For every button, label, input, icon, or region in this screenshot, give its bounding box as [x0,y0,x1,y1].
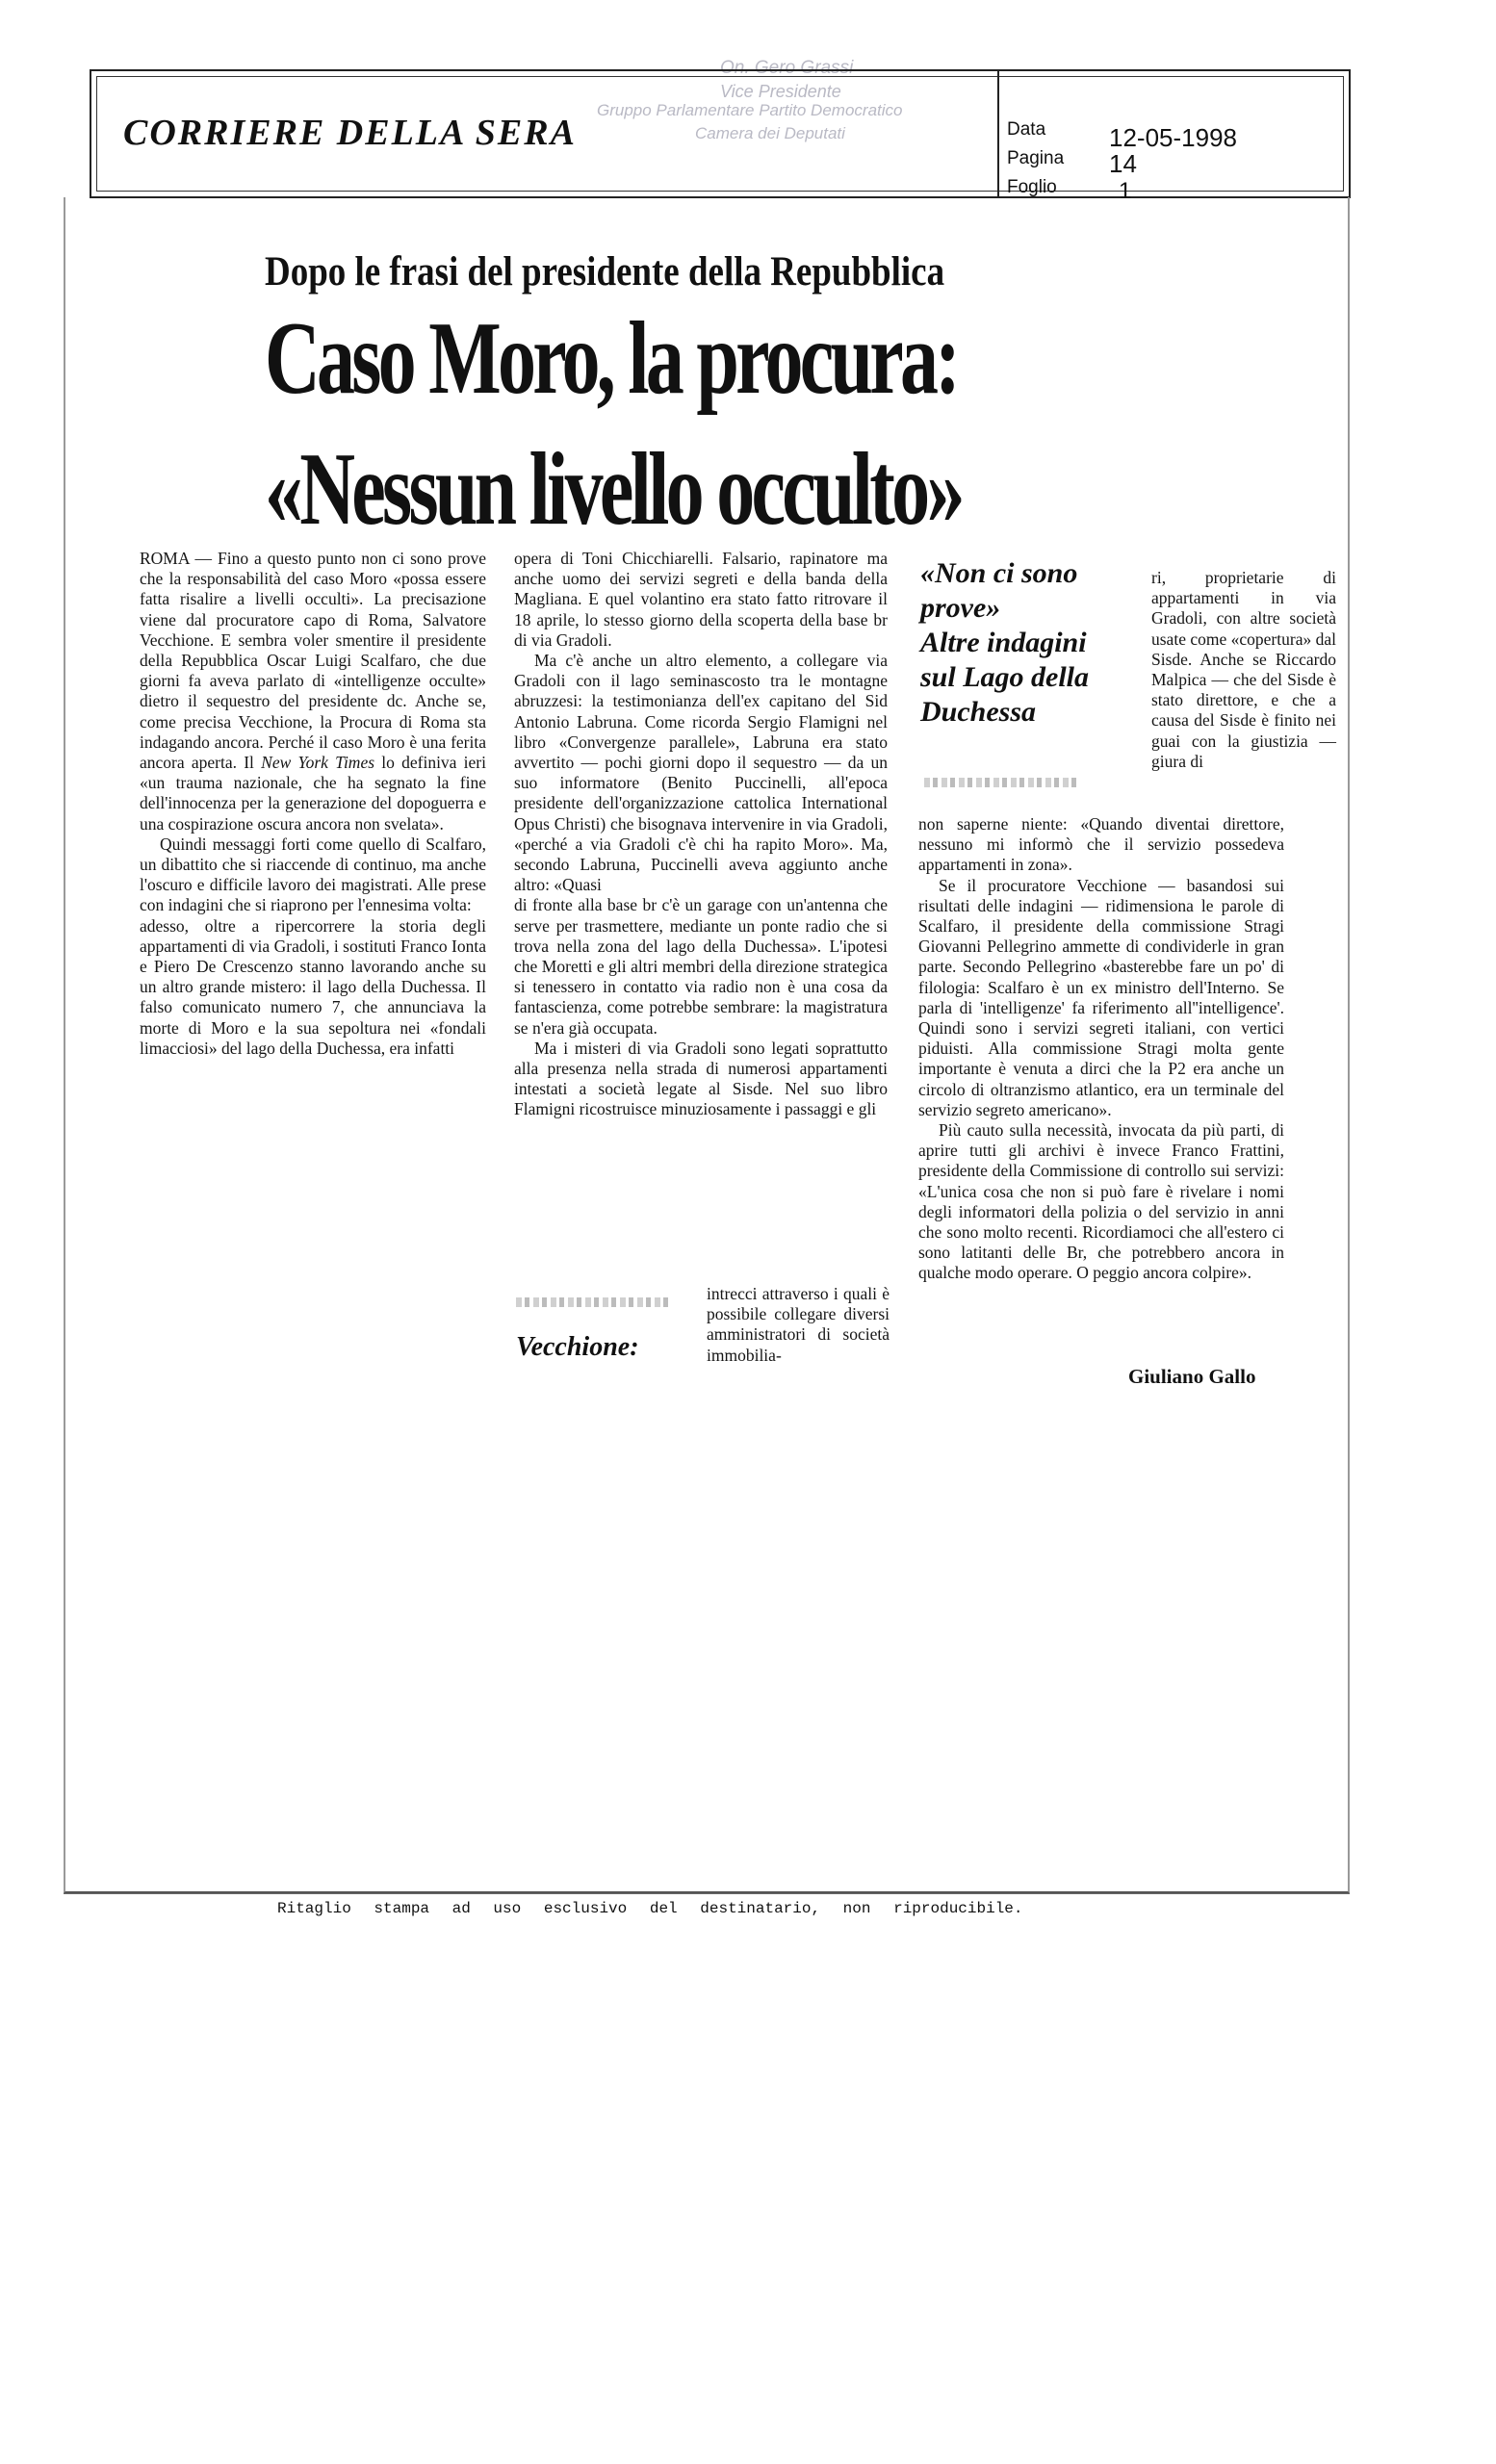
byline: Giuliano Gallo [1128,1365,1256,1388]
col3-side-heading [920,556,1132,730]
stamp-line-2: Vice Presidente [720,82,841,101]
stamp-line-1: On. Gero Grassi [720,58,854,78]
headline-line-1: Caso Moro, la procura: [265,301,958,416]
headline-line-2: «Nessun livello occulto» [265,432,962,547]
footer-rule [64,1893,1350,1895]
side-heading-line-e: Duchessa [920,696,1037,728]
side-heading-line-b: prove» [920,592,1001,624]
stamp-line-3: Gruppo Parlamentare Partito Democratico [597,101,903,119]
data-label: Data [1007,119,1046,140]
article-column-3 [918,814,1284,1284]
article-column-2 [514,549,888,1120]
col3-paragraph-3: Più cauto sulla necessità, invocata da più parti, di aprire tutti gli archivi è invece Franco Frattini, presidente della Commissione di controllo sui servizi: «L'unica cosa che non si può fare è rivelare i nomi degli informatori della polizia o del servizio in anni che sono molto recenti. Ricordiamoci che all'estero ci sono latitanti delle Br, che potrebbero ancora in qualche modo operare. O peggio ancora colpire». [918,1120,1284,1283]
data-value: 12-05-1998 [1109,123,1237,152]
article-column-1 [140,549,486,1059]
col2-side-heading: Vecchione: [516,1332,639,1362]
side-heading-line-a: «Non ci sono [920,557,1078,589]
col1-paragraph-1: ROMA — Fino a questo punto non ci sono prove che la responsabilità del caso Moro «possa essere fatta risalire a livelli occulti». La precisazione viene dal procuratore capo di Roma, Salvatore Vecchione. E sembra voler smentire il presidente della Repubblica Oscar Luigi Scalfaro, che due giorni fa aveva parlato di «intelligenze occulte» dietro il sequestro del presidente dc. Anche se, come precisa Vecchione, la Procura di Roma sta indagando ancora. Perché il caso Moro è una ferita ancora aperta. Il New York Times lo definiva ieri «un trauma nazionale, che ha segnato la fine dell'innocenza per la generazione del dopoguerra e una cospirazione oscura ancora non svelata». [140,549,486,834]
col2-paragraph-1: opera di Toni Chicchiarelli. Falsario, rapinatore ma anche uomo dei servizi segreti e della banda della Magliana. E quel volantino era stato fatto ritrovare il 18 aprile, lo stesso giorno della scoperta della base br di via Gradoli. [514,549,888,650]
col3-paragraph-1: ri, proprietarie di appartamenti in via Gradoli, con altre società usate come «copertura» dal Sisde. Anche se Riccardo Malpica — che del Sisde è stato direttore, e che a causa del Sisde è finito nei guai con la giustizia — giura di [1151,568,1336,771]
footer-notice: Ritaglio stampa ad uso esclusivo del destinatario, non riproducibile. [277,1900,1023,1917]
col2-paragraph-4: Ma i misteri di via Gradoli sono legati soprattutto alla presenza nella strada di numerosi appartamenti intestati a società legate al Sisde. Nel suo libro Flamigni ricostruisce minuziosamente i passaggi e gli [514,1038,888,1119]
col1-paragraph-2: Quindi messaggi forti come quello di Scalfaro, un dibattito che si riaccende di continuo, ma anche l'oscuro e difficile lavoro dei magistrati. Alle prese con indagini che si riaprono per l'ennesima volta: [140,834,486,915]
foglio-value: 1 [1119,178,1132,204]
stamp-line-4: Camera dei Deputati [695,124,845,142]
col2-smudge [516,1297,670,1307]
col2-paragraph-2: Ma c'è anche un altro elemento, a collegare via Gradoli con il lago seminascosto tra le montagne abruzzesi: la testimonianza dell'ex capitano del Sid Antonio Labruna. Come ricorda Sergio Flamigni nel libro «Convergenze parallele», Labruna era stato avvertito — pochi giorni dopo il sequestro — da un suo informatore (Benito Puccinelli, all'epoca presidente dell'organizzazione cattolica International Opus Christi) che bisognava intervenire in via Gradoli, «perché a via Gradoli c'è chi ha rapito Moro». Ma, secondo Labruna, Puccinelli aveva aggiunto anche altro: «Quasi [514,651,888,895]
side-heading-line-d: sul Lago della [920,661,1090,693]
col2-paragraph-3: di fronte alla base br c'è un garage con un'antenna che serve per trasmettere, mediante un ponte radio che si trova nella zona del lago della Duchessa». L'ipotesi che Moretti e gli altri membri della direzione strategica si tenessero in contatto via radio non è una cosa da fantascienza, come potrebbe sembrare: la magistratura se n'era già occupata. [514,895,888,1038]
pagina-value: 14 [1109,149,1137,178]
col3-smudge [924,778,1078,787]
nyt-name: New York Times [261,753,375,773]
col1-paragraph-3: adesso, oltre a ripercorrere la storia degli appartamenti di via Gradoli, i sostituti Franco Ionta e Piero De Crescenzo stanno lavorando anche su un altro grande mistero: il lago della Duchessa. Il falso comunicato numero 7, che annunciava la morte di Moro e la sua sepoltura nei «fondali limacciosi» del lago della Duchessa, era infatti [140,915,486,1058]
pagina-label: Pagina [1007,148,1065,168]
masthead: CORRIERE DELLA SERA [123,113,577,153]
col3-paragraph-2: Se il procuratore Vecchione — basandosi sui risultati delle indagini — ridimensiona le parole di Scalfaro, il presidente della commissione Stragi Giovanni Pellegrino ammette di condividerle in gran parte. Secondo Pellegrino «basterebbe fare un po' di filologia: Scalfaro è un ex ministro dell'Interno. Se parla di 'intelligenze' fa riferimento all''intelligence'. Quindi sono i servizi segreti italiani, con vertici piduisti. Alla commissione Stragi molta gente importante è venuta a dirci che la P2 era anche un circolo di oltranzismo atlantico, era un terminale del servizio segreto americano». [918,875,1284,1119]
side-heading-line-c: Altre indagini [920,627,1087,658]
col3-paragraph-1b: non saperne niente: «Quando diventai direttore, nessuno mi informò che il servizio possedeva appartamenti in zona». [918,814,1284,875]
col2-paragraph-5: intrecci attraverso i quali è possibile collegare diversi amministratori di società immobilia- [707,1284,890,1365]
foglio-label: Foglio [1007,177,1057,197]
article-kicker: Dopo le frasi del presidente della Repubblica [265,249,945,295]
